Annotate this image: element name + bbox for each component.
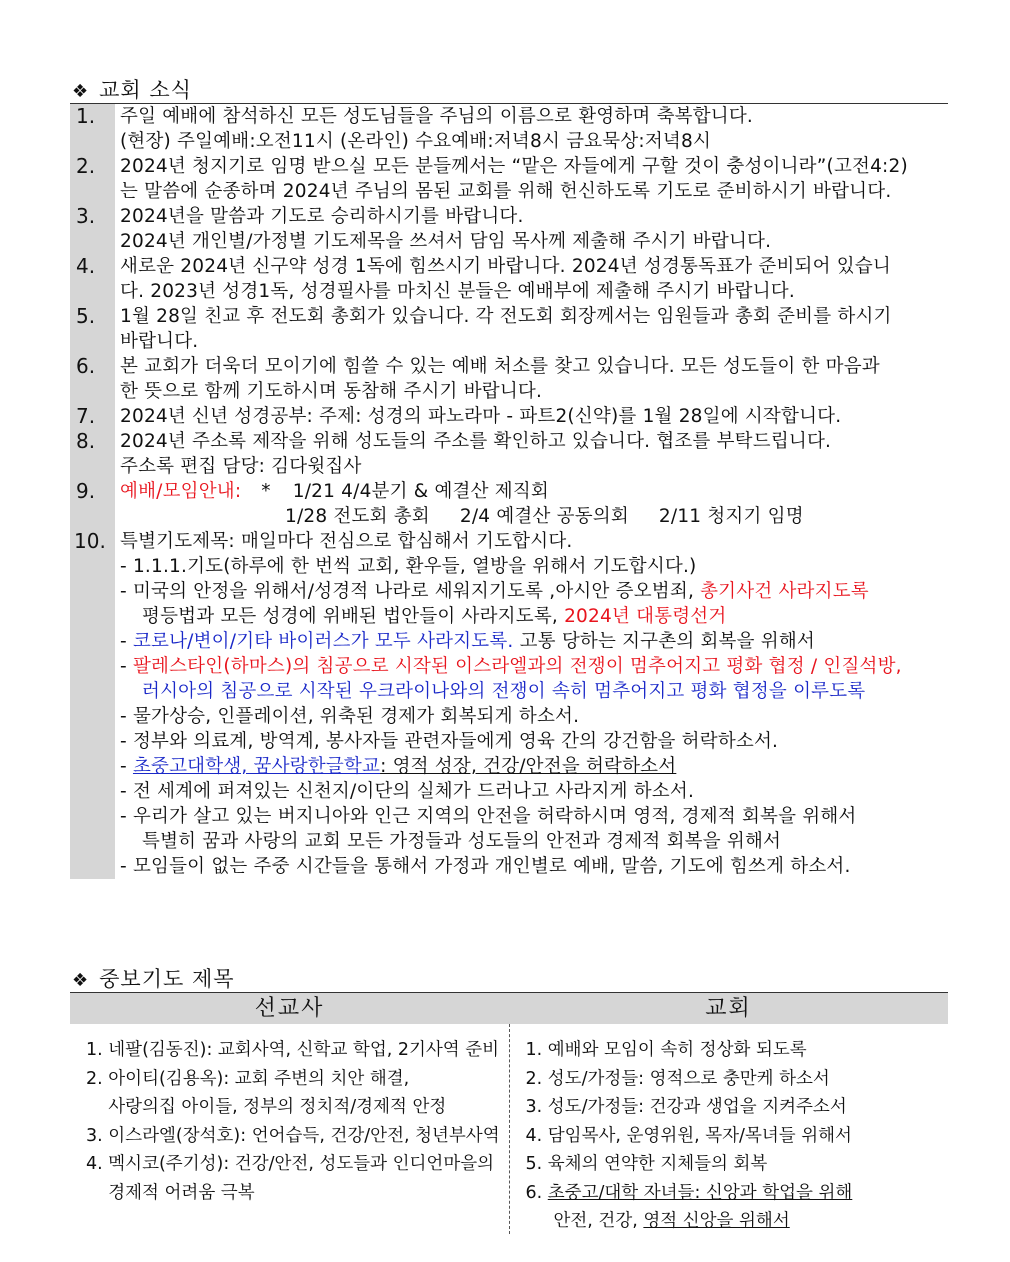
- item-number: 5.: [70, 304, 115, 354]
- news-item-text: 2024년 청지기로 임명 받으실 모든 분들께서는 “맡은 자들에게 구할 것이 충성이니라”(고전4:2): [120, 156, 908, 177]
- prayer-bullet: - 모임들이 없는 주중 시간들을 통해서 가정과 개인별로 예배, 말씀, 기도에 힘쓰게 하소서.: [120, 856, 851, 877]
- prayer-bullet: - 미국의 안정을 위해서/성경적 나라로 세워지기도록 ,아시안 증오범죄, 총기사건 사라지도록: [120, 581, 869, 602]
- schedule-entry: 1/28 전도회 총회: [285, 506, 430, 527]
- prayer-bullet-cont: 러시아의 침공으로 시작된 우크라이나와의 전쟁이 속히 멈추어지고 평화 협정을 이루도록: [142, 681, 866, 702]
- news-item-text: 바랍니다.: [120, 331, 199, 352]
- item-number: 9.: [70, 479, 115, 529]
- missionary-prayer-item: 4. 멕시코(주기성): 건강/안전, 성도들과 인디언마을의: [86, 1154, 495, 1174]
- news-item-text: 는 말씀에 순종하며 2024년 주님의 몸된 교회를 위해 헌신하도록 기도로 준비하시기 바랍니다.: [120, 181, 892, 202]
- church-prayer-item: 5. 육체의 연약한 지체들의 회복: [525, 1154, 768, 1174]
- church-prayer-item: 3. 성도/가정들: 건강과 생업을 지켜주소서: [525, 1097, 847, 1117]
- star-marker: *: [261, 481, 271, 502]
- news-item-10: [70, 529, 948, 879]
- news-item-3: [70, 204, 948, 254]
- intercession-table: [70, 992, 948, 1234]
- news-list: [70, 103, 948, 879]
- church-column: [510, 1024, 949, 1234]
- missionary-prayer-item: 1. 네팔(김동진): 교회사역, 신학교 학업, 2기사역 준비: [86, 1040, 500, 1060]
- item-number: 3.: [70, 204, 115, 254]
- church-prayer-item: 4. 담임목사, 운영위원, 목자/목녀들 위해서: [525, 1125, 852, 1146]
- item-number: 2.: [70, 154, 115, 204]
- church-prayer-item: 1. 예배와 모임이 속히 정상화 되도록: [525, 1040, 807, 1060]
- schedule-entry: 2/4 예결산 공동의회: [459, 506, 629, 527]
- news-item-text: 2024년 주소록 제작을 위해 성도들의 주소를 확인하고 있습니다. 협조를 부탁드립니다.: [120, 431, 832, 452]
- news-item-4: [70, 254, 948, 304]
- schedule-line-1: 1/21 4/4분기 & 예결산 제직회: [292, 481, 549, 502]
- missionary-prayer-item: 사랑의집 아이들, 정부의 정치적/경제적 안정: [86, 1097, 447, 1117]
- prayer-bullet: - 코로나/변이/기타 바이러스가 모두 사라지도록. 고통 당하는 지구촌의 회복을 위해서: [120, 631, 815, 652]
- news-item-1: [70, 104, 948, 154]
- news-item-text: 주소록 편집 담당: 김다윗집사: [120, 456, 362, 477]
- prayer-bullet: - 전 세계에 퍼져있는 신천지/이단의 실체가 드러나고 사라지게 하소서.: [120, 781, 695, 802]
- item-number: 1.: [70, 104, 115, 154]
- missionary-prayer-item: 경제적 어려움 극복: [86, 1182, 255, 1203]
- item-number: 8.: [70, 429, 115, 479]
- diamond-marker-icon: ❖: [72, 970, 90, 991]
- missionary-header: 선교사: [254, 996, 325, 1021]
- news-title-text: 교회 소식: [99, 78, 192, 102]
- item-number: 6.: [70, 354, 115, 404]
- news-section-title: [72, 74, 192, 104]
- prayer-bullet: - 1.1.1.기도(하루에 한 번씩 교회, 환우들, 열방을 위해서 기도합시다.): [120, 556, 697, 577]
- news-item-text: 2024년을 말씀과 기도로 승리하시기를 바랍니다.: [120, 206, 524, 227]
- news-item-text: 본 교회가 더욱더 모이기에 힘쓸 수 있는 예배 처소를 찾고 있습니다. 모든 성도들이 한 마음과: [120, 356, 880, 377]
- news-item-6: [70, 354, 948, 404]
- prayer-bullet: - 물가상승, 인플레이션, 위축된 경제가 회복되게 하소서.: [120, 706, 580, 727]
- church-prayer-item-cont: 안전, 건강, 영적 신앙을 위해서: [553, 1211, 790, 1231]
- church-prayer-item: 6. 초중고/대학 자녀들: 신앙과 학업을 위해: [525, 1182, 853, 1203]
- diamond-marker-icon: ❖: [72, 81, 90, 102]
- news-item-2: [70, 154, 948, 204]
- church-prayer-item: 2. 성도/가정들: 영적으로 충만케 하소서: [525, 1068, 830, 1089]
- news-item-9: [70, 479, 948, 529]
- schedule-entry: 2/11 청지기 임명: [658, 506, 804, 527]
- news-item-8: [70, 429, 948, 479]
- schedule-label: 예배/모임안내:: [120, 481, 242, 502]
- prayer-title-text: 중보기도 제목: [99, 967, 235, 991]
- news-item-text: 다. 2023년 성경1독, 성경필사를 마치신 분들은 예배부에 제출해 주시기 바랍니다.: [120, 281, 795, 302]
- prayer-bullet: - 초중고대학생, 꿈사랑한글학교: 영적 성장, 건강/안전을 허락하소서: [120, 756, 677, 777]
- missionary-prayer-item: 3. 이스라엘(장석호): 언어습득, 건강/안전, 청년부사역: [86, 1125, 500, 1146]
- prayer-section-title: [72, 963, 235, 993]
- news-item-text: 주일 예배에 참석하신 모든 성도님들을 주님의 이름으로 환영하며 축복합니다.: [120, 106, 754, 127]
- item-number: 7.: [70, 404, 115, 429]
- missionary-prayer-item: 2. 아이티(김용옥): 교회 주변의 치안 해결,: [86, 1068, 410, 1089]
- news-item-text: 한 뜻으로 함께 기도하시며 동참해 주시기 바랍니다.: [120, 381, 543, 402]
- news-item-text: 1월 28일 친교 후 전도회 총회가 있습니다. 각 전도회 회장께서는 임원들과 총회 준비를 하시기: [120, 306, 892, 327]
- prayer-bullet: - 정부와 의료계, 방역계, 봉사자들 관련자들에게 영육 간의 강건함을 허락하소서.: [120, 731, 779, 752]
- item-number: 4.: [70, 254, 115, 304]
- news-item-5: [70, 304, 948, 354]
- prayer-bullet: - 팔레스타인(하마스)의 침공으로 시작된 이스라엘과의 전쟁이 멈추어지고 평화 협정 / 인질석방,: [120, 656, 902, 677]
- prayer-bullet-cont: 특별히 꿈과 사랑의 교회 모든 가정들과 성도들의 안전과 경제적 회복을 위해서: [142, 831, 782, 852]
- news-item-text: 새로운 2024년 신구약 성경 1독에 힘쓰시기 바랍니다. 2024년 성경통독표가 준비되어 있습니: [120, 256, 891, 277]
- news-item-7: [70, 404, 948, 429]
- prayer-bullet: - 우리가 살고 있는 버지니아와 인근 지역의 안전을 허락하시며 영적, 경제적 회복을 위해서: [120, 806, 857, 827]
- news-item-text: 2024년 신년 성경공부: 주제: 성경의 파노라마 - 파트2(신약)를 1월 28일에 시작합니다.: [120, 406, 842, 427]
- item-number: 10.: [70, 529, 115, 879]
- church-header: 교회: [705, 996, 752, 1021]
- prayer-intro: 특별기도제목: 매일마다 전심으로 합심해서 기도합시다.: [120, 531, 573, 552]
- missionary-column: [70, 1024, 510, 1234]
- prayer-bullet-cont: 평등법과 모든 성경에 위배된 법안들이 사라지도록, 2024년 대통령선거: [142, 606, 727, 627]
- news-item-text: (현장) 주일예배:오전11시 (온라인) 수요예배:저녁8시 금요묵상:저녁8시: [120, 131, 712, 152]
- news-item-text: 2024년 개인별/가정별 기도제목을 쓰셔서 담임 목사께 제출해 주시기 바랍니다.: [120, 231, 772, 252]
